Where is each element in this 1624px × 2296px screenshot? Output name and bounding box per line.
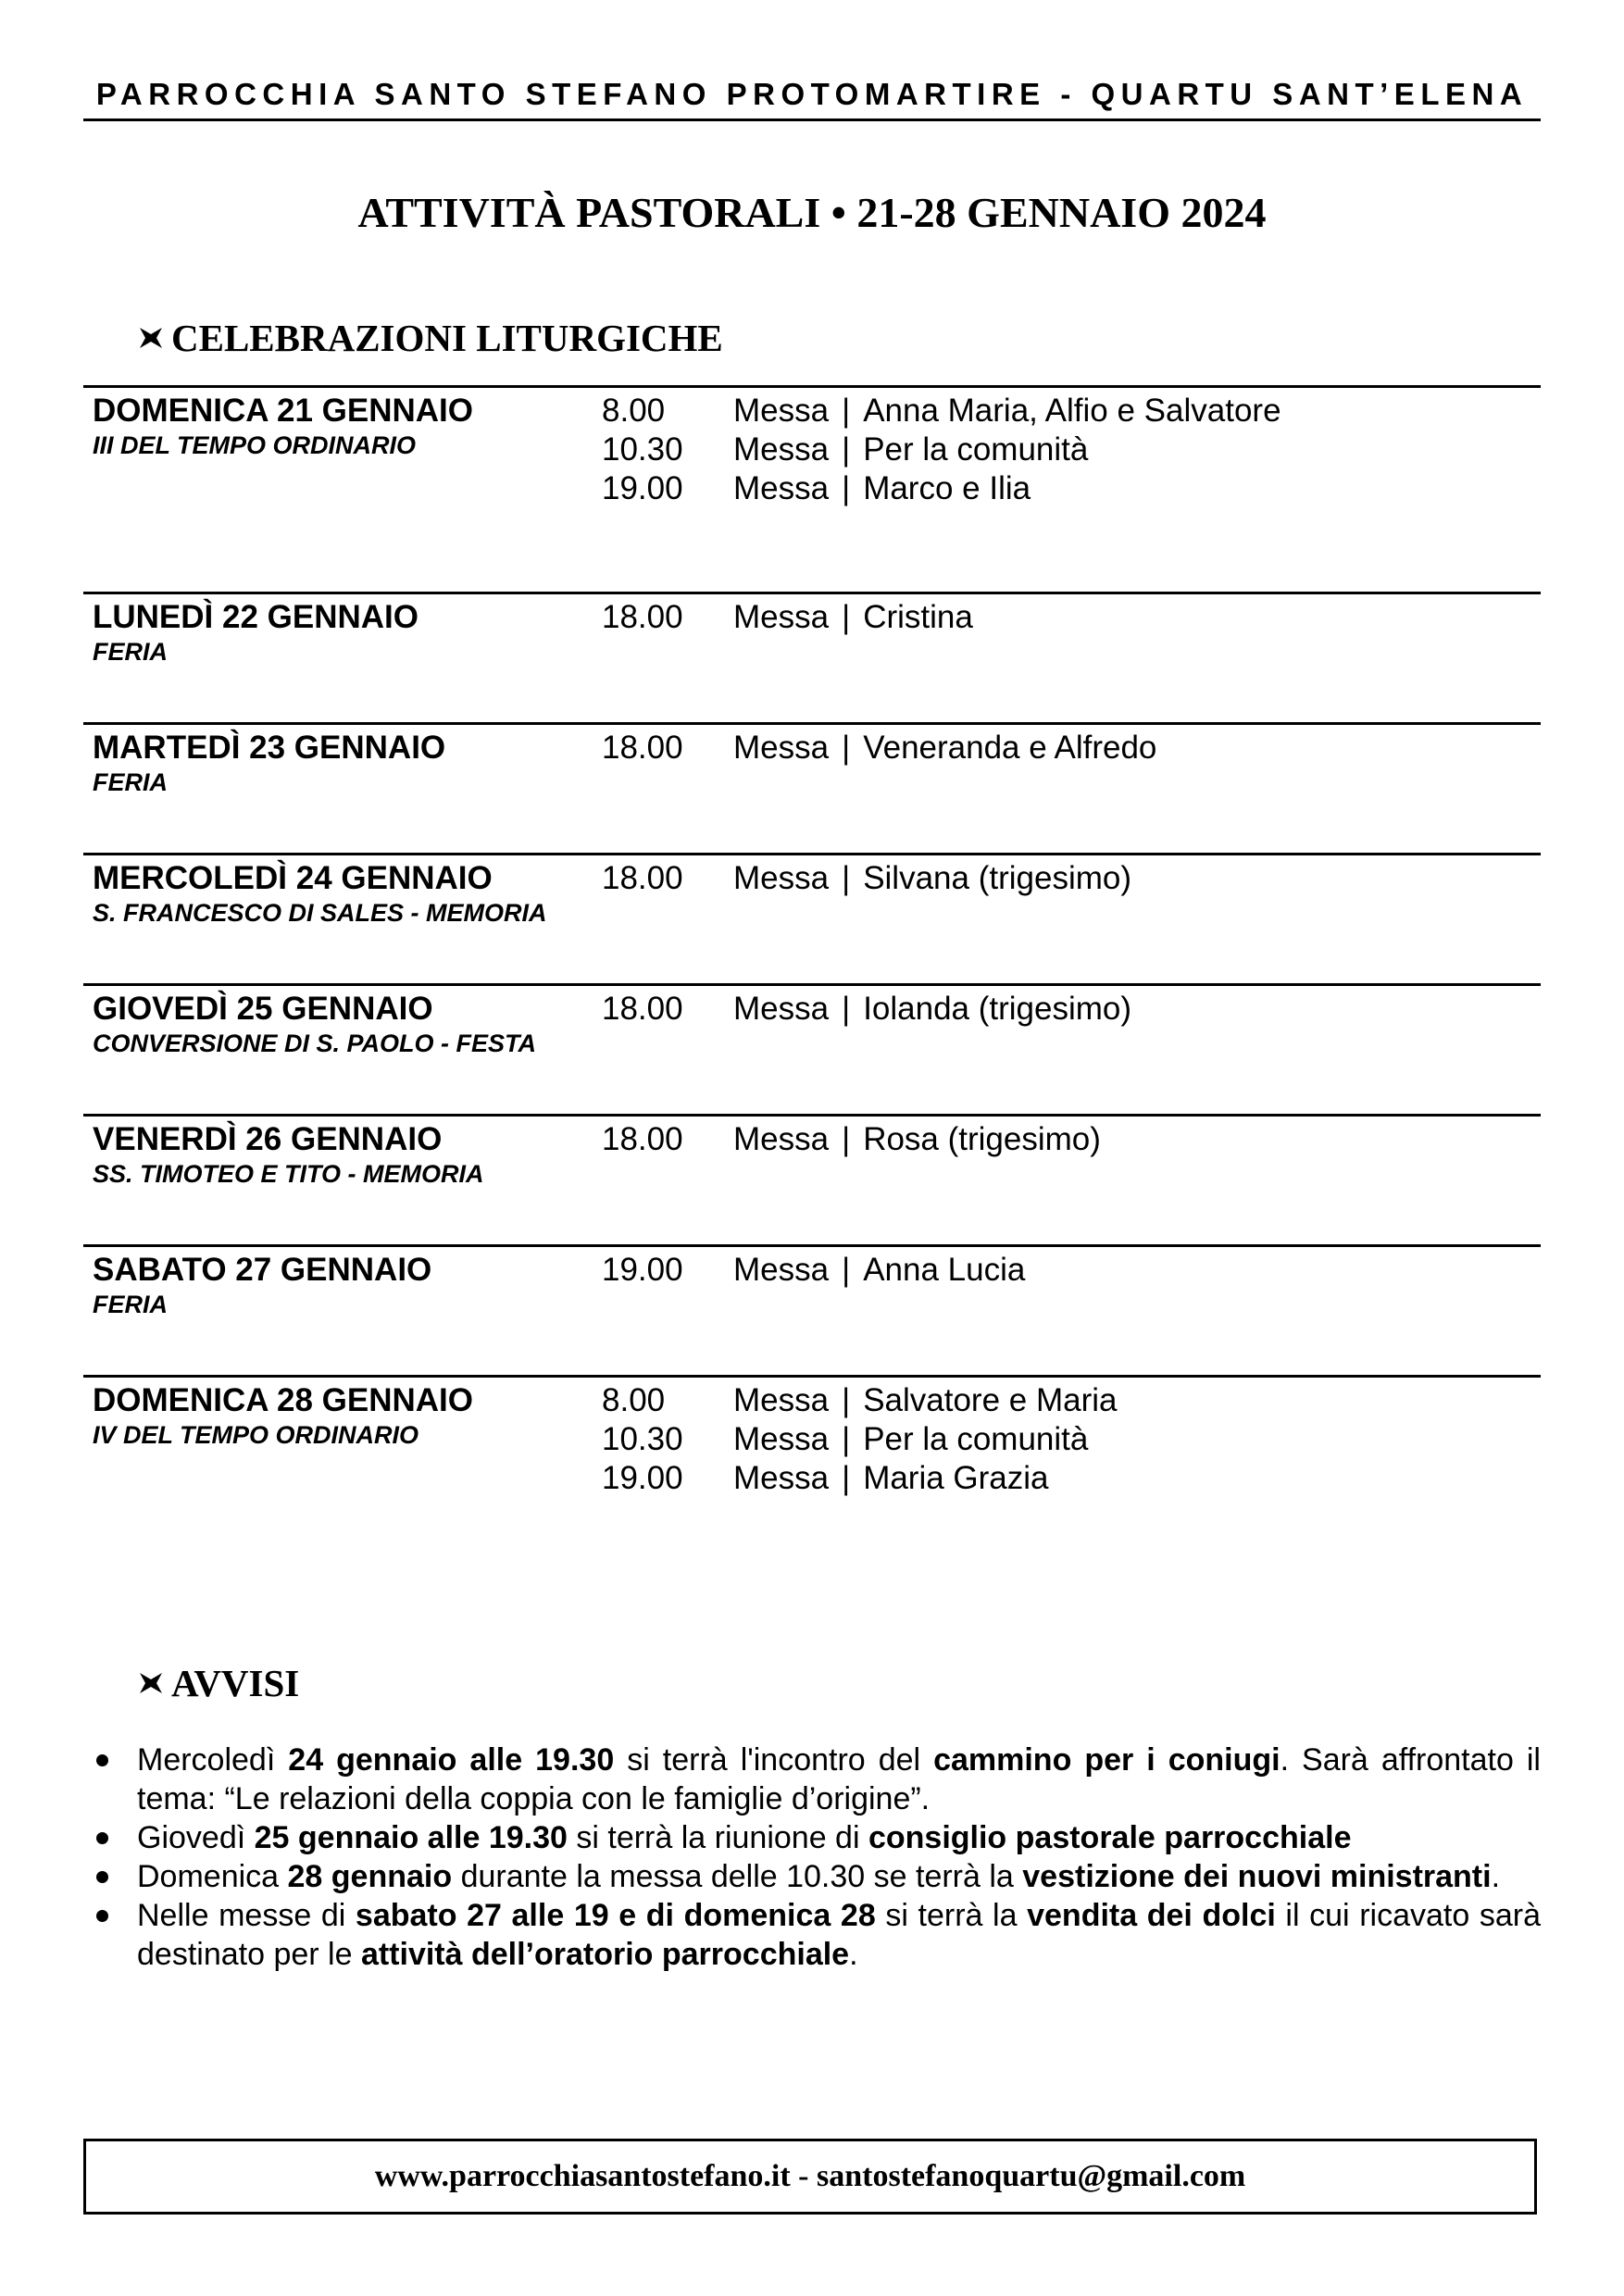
avviso-item [83, 1896, 1541, 1974]
mass-separator: | [842, 1382, 851, 1418]
mass-entry [602, 469, 1281, 508]
avviso-highlight: 24 gennaio alle 19.30 [288, 1742, 615, 1778]
day-row [83, 385, 1541, 592]
mass-separator: | [842, 860, 851, 896]
mass-entry [602, 1251, 1025, 1290]
mass-list [602, 1251, 1025, 1290]
mass-type: Messa [733, 1252, 830, 1288]
bullet-icon [96, 1832, 108, 1844]
day-row [83, 1244, 1541, 1375]
mass-time: 18.00 [602, 599, 683, 635]
day-name: MERCOLEDÌ 24 GENNAIO [93, 860, 493, 896]
mass-type: Messa [733, 860, 830, 896]
footer-separator: - [790, 2159, 817, 2193]
celebrazioni-heading-label: CELEBRAZIONI LITURGICHE [171, 317, 723, 359]
mass-intention: Maria Grazia [863, 1460, 1049, 1496]
day-row [83, 722, 1541, 853]
mass-list [602, 392, 1281, 508]
day-liturgical-note: FERIA [93, 768, 168, 796]
mass-intention: Cristina [863, 599, 973, 635]
website-link[interactable]: www.parrocchiasantostefano.it [374, 2159, 791, 2193]
day-name: SABATO 27 GENNAIO [93, 1252, 432, 1288]
celebrazioni-heading [139, 310, 723, 366]
day-liturgical-note: III DEL TEMPO ORDINARIO [93, 431, 417, 459]
mass-intention: Iolanda (trigesimo) [863, 991, 1132, 1027]
avviso-text: Mercoledì [137, 1742, 289, 1778]
day-row [83, 1114, 1541, 1244]
mass-type: Messa [733, 431, 830, 468]
mass-type: Messa [733, 393, 830, 429]
footer-contacts [83, 2139, 1537, 2215]
avviso-text: Nelle messe di [137, 1898, 356, 1933]
avviso-highlight: cammino per i coniugi [933, 1742, 1280, 1778]
mass-entry [602, 1120, 1101, 1159]
avvisi-heading-label: AVVISI [171, 1662, 300, 1704]
avviso-highlight: vendita dei dolci [1027, 1898, 1276, 1933]
day-liturgical-note: CONVERSIONE DI S. PAOLO - FESTA [93, 1029, 537, 1057]
mass-intention: Per la comunità [863, 1421, 1089, 1457]
avviso-text: si terrà la [875, 1898, 1028, 1933]
mass-type: Messa [733, 991, 830, 1027]
mass-type: Messa [733, 1121, 830, 1157]
mass-intention: Per la comunità [863, 431, 1089, 468]
mass-time: 8.00 [602, 1382, 666, 1418]
mass-list [602, 598, 973, 637]
mass-time: 18.00 [602, 1121, 683, 1157]
day-name: DOMENICA 28 GENNAIO [93, 1382, 473, 1418]
avviso-text: si terrà la riunione di [567, 1820, 868, 1855]
avviso-highlight: attività dell’oratorio parrocchiale [360, 1937, 850, 1972]
page-title: ATTIVITÀ PASTORALI • 21-28 GENNAIO 2024 [357, 189, 1267, 236]
day-liturgical-note: IV DEL TEMPO ORDINARIO [93, 1421, 419, 1449]
avvisi-list [83, 1741, 1541, 1974]
mass-list [602, 729, 1156, 767]
mass-entry [602, 392, 1281, 430]
celebrazioni-schedule [83, 385, 1541, 1563]
avviso-text: durante la messa delle 10.30 se terrà la [452, 1859, 1023, 1894]
mass-time: 18.00 [602, 991, 683, 1027]
avviso-text: Giovedì [137, 1820, 255, 1855]
mass-entry [602, 1459, 1117, 1498]
mass-intention: Salvatore e Maria [863, 1382, 1118, 1418]
day-row [83, 1375, 1541, 1563]
avviso-text: il cui ricavato sarà destinato per le [137, 1898, 1542, 1972]
day-liturgical-note: FERIA [93, 638, 168, 666]
mass-list [602, 859, 1131, 898]
mass-entry [602, 990, 1131, 1029]
avviso-highlight: 25 gennaio alle 19.30 [254, 1820, 568, 1855]
mass-type: Messa [733, 730, 830, 766]
avviso-text: . [1491, 1859, 1501, 1894]
footer-text [375, 2159, 1245, 2194]
mass-time: 18.00 [602, 730, 683, 766]
avviso-highlight: 28 gennaio [287, 1859, 453, 1894]
mass-time: 19.00 [602, 1252, 683, 1288]
mass-type: Messa [733, 1421, 830, 1457]
mass-separator: | [842, 470, 851, 506]
avviso-item [83, 1857, 1541, 1896]
mass-intention: Silvana (trigesimo) [863, 860, 1131, 896]
mass-list [602, 1381, 1117, 1498]
avviso-highlight: vestizione dei nuovi ministranti [1022, 1859, 1492, 1894]
bullet-icon [96, 1910, 108, 1922]
mass-type: Messa [733, 1382, 830, 1418]
mass-time: 18.00 [602, 860, 683, 896]
mass-separator: | [842, 393, 851, 429]
bullet-icon [96, 1871, 108, 1883]
mass-intention: Marco e Ilia [863, 470, 1031, 506]
day-name: VENERDÌ 26 GENNAIO [93, 1121, 443, 1157]
mass-separator: | [842, 1252, 851, 1288]
avviso-text: si terrà l'incontro del [614, 1742, 934, 1778]
cross-star-icon [139, 1672, 163, 1694]
mass-time: 10.30 [602, 431, 683, 468]
mass-separator: | [842, 1460, 851, 1496]
mass-time: 10.30 [602, 1421, 683, 1457]
mass-type: Messa [733, 1460, 830, 1496]
mass-intention: Veneranda e Alfredo [863, 730, 1157, 766]
avviso-text: Domenica [137, 1859, 288, 1894]
avviso-highlight: consiglio pastorale parrocchiale [868, 1820, 1352, 1855]
avviso-item [83, 1741, 1541, 1818]
day-row [83, 983, 1541, 1114]
avviso-item [83, 1818, 1541, 1857]
mass-entry [602, 1420, 1117, 1459]
avviso-highlight: sabato 27 alle 19 e di domenica 28 [355, 1898, 876, 1933]
mass-time: 19.00 [602, 470, 683, 506]
day-name: LUNEDÌ 22 GENNAIO [93, 599, 418, 635]
day-liturgical-note: S. FRANCESCO DI SALES - MEMORIA [93, 899, 547, 927]
parish-header: PARROCCHIA SANTO STEFANO PROTOMARTIRE - QUARTU SANT’ELENA [95, 77, 1529, 111]
mass-intention: Anna Lucia [863, 1252, 1026, 1288]
mass-entry [602, 729, 1156, 767]
header-divider [83, 119, 1541, 121]
cross-star-icon [139, 327, 163, 349]
avviso-text: . [849, 1937, 858, 1972]
day-row [83, 853, 1541, 983]
mass-separator: | [842, 730, 851, 766]
day-liturgical-note: FERIA [93, 1291, 168, 1318]
mass-type: Messa [733, 470, 830, 506]
mass-entry [602, 1381, 1117, 1420]
email-link[interactable]: santostefanoquartu@gmail.com [817, 2159, 1246, 2193]
day-name: MARTEDÌ 23 GENNAIO [93, 730, 446, 766]
mass-intention: Rosa (trigesimo) [863, 1121, 1101, 1157]
mass-entry [602, 598, 973, 637]
day-name: DOMENICA 21 GENNAIO [93, 393, 473, 429]
mass-list [602, 990, 1131, 1029]
avvisi-heading [139, 1655, 299, 1711]
mass-time: 8.00 [602, 393, 666, 429]
mass-separator: | [842, 1421, 851, 1457]
mass-separator: | [842, 599, 851, 635]
day-row [83, 592, 1541, 722]
mass-type: Messa [733, 599, 830, 635]
mass-separator: | [842, 991, 851, 1027]
mass-time: 19.00 [602, 1460, 683, 1496]
bullet-icon [96, 1754, 108, 1766]
mass-intention: Anna Maria, Alfio e Salvatore [863, 393, 1281, 429]
day-liturgical-note: SS. TIMOTEO E TITO - MEMORIA [93, 1160, 484, 1188]
mass-entry [602, 430, 1281, 469]
mass-separator: | [842, 1121, 851, 1157]
mass-entry [602, 859, 1131, 898]
day-name: GIOVEDÌ 25 GENNAIO [93, 991, 433, 1027]
mass-list [602, 1120, 1101, 1159]
mass-separator: | [842, 431, 851, 468]
avviso-text: . Sarà affrontato il tema: “Le relazioni della coppia con le famiglie d’origine”. [137, 1742, 1541, 1816]
